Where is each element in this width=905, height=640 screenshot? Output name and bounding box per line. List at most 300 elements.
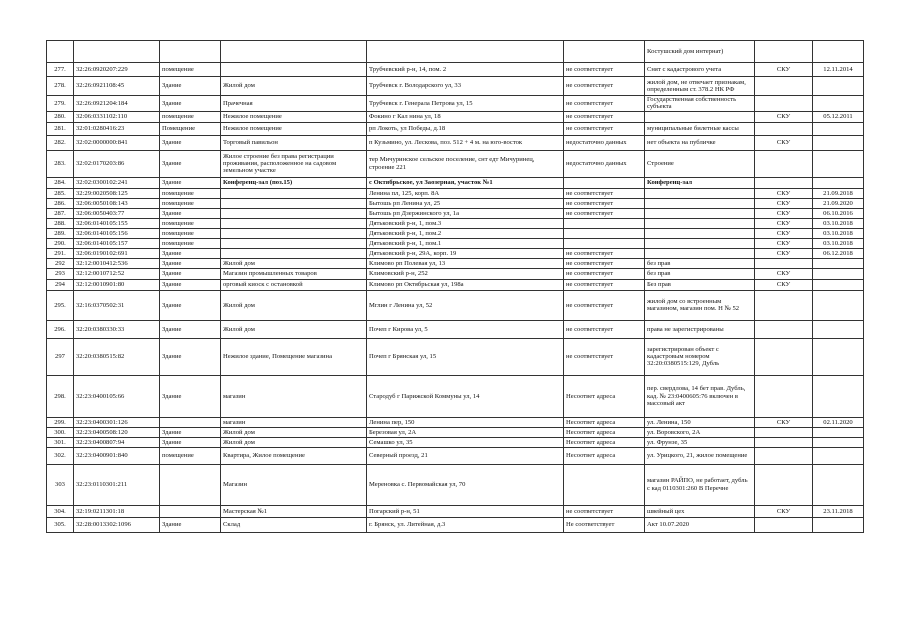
address-status: не соответствует <box>564 111 645 122</box>
sku-mark: СКУ <box>755 198 813 208</box>
object-note: зарегистрирован объект с кадастровым номером 32:20:0380515:129, Дубль <box>645 338 755 375</box>
sku-mark: СКУ <box>755 208 813 218</box>
record-date <box>813 517 864 532</box>
record-date <box>813 77 864 96</box>
table-row <box>47 437 864 447</box>
sku-mark <box>755 517 813 532</box>
sku-mark <box>755 122 813 135</box>
cadastral-number: 32:20:0380515:82 <box>74 338 160 375</box>
object-note <box>645 218 755 228</box>
object-type: помещение <box>160 111 221 122</box>
cadastral-number: 32:06:0140105:155 <box>74 218 160 228</box>
record-date: 03.10.2018 <box>813 228 864 238</box>
address-status: Несоответ адреса <box>564 427 645 437</box>
object-address: Климово рп Полевая ул, 13 <box>367 258 564 268</box>
table-row <box>47 417 864 427</box>
object-name: Квартира, Жилое помещение <box>221 447 367 464</box>
object-name: магазин <box>221 417 367 427</box>
object-type <box>160 505 221 517</box>
object-name: Нежилое помещение <box>221 111 367 122</box>
table-row <box>47 290 864 320</box>
table-row <box>47 517 864 532</box>
table-row <box>47 150 864 177</box>
cadastral-number: 32:12:0010712:52 <box>74 268 160 279</box>
address-status: не соответствует <box>564 320 645 338</box>
object-address: Трубчевск г. Володарского ул, 33 <box>367 77 564 96</box>
object-name <box>221 238 367 248</box>
record-date: 03.10.2018 <box>813 218 864 228</box>
cadastral-number: 32:12:0010412:536 <box>74 258 160 268</box>
table-row <box>47 218 864 228</box>
object-note: муниципальные билетные кассы <box>645 122 755 135</box>
object-note: Строение <box>645 150 755 177</box>
object-note: права не зарегистрированы <box>645 320 755 338</box>
row-number: 288. <box>47 218 74 228</box>
object-name <box>221 208 367 218</box>
address-status <box>564 238 645 248</box>
address-status: Несоответ адреса <box>564 437 645 447</box>
row-number: 287. <box>47 208 74 218</box>
object-name <box>221 41 367 63</box>
sku-mark <box>755 258 813 268</box>
object-type: Здание <box>160 177 221 188</box>
table-row <box>47 122 864 135</box>
cadastral-number: 32:23:0400105:66 <box>74 375 160 417</box>
object-name: Склад <box>221 517 367 532</box>
record-date: 23.11.2018 <box>813 505 864 517</box>
table-row <box>47 258 864 268</box>
record-date <box>813 447 864 464</box>
cadastral-number: 32:02:0300102:241 <box>74 177 160 188</box>
record-date: 06.12.2018 <box>813 248 864 258</box>
object-note: жилой дом со встроенным магазином, магазин пом. Н № 52 <box>645 290 755 320</box>
object-type: помещение <box>160 447 221 464</box>
row-number: 279. <box>47 96 74 112</box>
object-name: орговый киоск с остановкой <box>221 279 367 290</box>
address-status: недостаточно данных <box>564 150 645 177</box>
object-type <box>160 464 221 505</box>
record-date <box>813 41 864 63</box>
object-type: Здание <box>160 427 221 437</box>
cadastral-number: 32:26:0921108:45 <box>74 77 160 96</box>
table-row <box>47 320 864 338</box>
sku-mark <box>755 437 813 447</box>
record-date <box>813 268 864 279</box>
sku-mark: СКУ <box>755 135 813 150</box>
cadastral-number: 32:26:0920207:229 <box>74 63 160 77</box>
row-number: 290. <box>47 238 74 248</box>
row-number: 303 <box>47 464 74 505</box>
object-name <box>221 198 367 208</box>
row-number: 305. <box>47 517 74 532</box>
object-type: помещение <box>160 63 221 77</box>
table-row <box>47 63 864 77</box>
row-number: 289. <box>47 228 74 238</box>
cadastral-number: 32:23:0110301:211 <box>74 464 160 505</box>
cadastral-number: 32:06:0050403:77 <box>74 208 160 218</box>
address-status: не соответствует <box>564 268 645 279</box>
cadastral-number: 32:02:0000000:841 <box>74 135 160 150</box>
object-type: Здание <box>160 268 221 279</box>
record-date <box>813 177 864 188</box>
cadastral-number: 32:26:0921204:184 <box>74 96 160 112</box>
sku-mark <box>755 427 813 437</box>
record-date: 21.09.2018 <box>813 188 864 198</box>
address-status <box>564 228 645 238</box>
record-date <box>813 122 864 135</box>
cadastral-number: 32:28:0013302:1096 <box>74 517 160 532</box>
object-note: жилой дом, не отвечает признакам, определенным ст. 378.2 НК РФ <box>645 77 755 96</box>
address-status: Несоответ адреса <box>564 417 645 427</box>
object-address: Мереновка с. Первомайская ул, 70 <box>367 464 564 505</box>
cadastral-number: 32:20:0380330:33 <box>74 320 160 338</box>
object-note <box>645 208 755 218</box>
table-row <box>47 188 864 198</box>
address-status: не соответствует <box>564 198 645 208</box>
object-note: швейный цех <box>645 505 755 517</box>
record-date <box>813 135 864 150</box>
object-address: Березовая ул, 2А <box>367 427 564 437</box>
object-address: Трубчевск г. Генерала Петрова ул, 15 <box>367 96 564 112</box>
object-note: ул. Фрунзе, 35 <box>645 437 755 447</box>
object-note: без прав <box>645 258 755 268</box>
address-status: не соответствует <box>564 279 645 290</box>
object-address: Бытошь рп Дзержинского ул, 1а <box>367 208 564 218</box>
object-name: Торговый павильон <box>221 135 367 150</box>
sku-mark: СКУ <box>755 218 813 228</box>
address-status: не соответствует <box>564 96 645 112</box>
table-row <box>47 505 864 517</box>
object-address: Северный проезд, 21 <box>367 447 564 464</box>
sku-mark: СКУ <box>755 188 813 198</box>
address-status: Несоответ адреса <box>564 447 645 464</box>
row-number: 293 <box>47 268 74 279</box>
sku-mark <box>755 320 813 338</box>
object-note <box>645 198 755 208</box>
row-number: 299. <box>47 417 74 427</box>
object-name <box>221 218 367 228</box>
table-row <box>47 279 864 290</box>
address-status: не соответствует <box>564 338 645 375</box>
object-type: Здание <box>160 279 221 290</box>
record-date <box>813 375 864 417</box>
object-address: тер Мичуринское сельское поселение, снт едт Мичуринец, строение 221 <box>367 150 564 177</box>
object-name: Жилое строение без права регистрации проживания, расположенное на садовом земельном участке <box>221 150 367 177</box>
sku-mark: СКУ <box>755 238 813 248</box>
object-address: Дятьковский р-н, 1, пом.2 <box>367 228 564 238</box>
object-type: Здание <box>160 248 221 258</box>
row-number: 296. <box>47 320 74 338</box>
object-address: Ленина пл, 125, корп. 8А <box>367 188 564 198</box>
cadastral-number: 32:16:0370502:31 <box>74 290 160 320</box>
record-date <box>813 96 864 112</box>
sku-mark: СКУ <box>755 228 813 238</box>
cadastral-number: 32:23:0400301:126 <box>74 417 160 427</box>
object-address: Ленина пер, 150 <box>367 417 564 427</box>
object-note: ул. Ленина, 150 <box>645 417 755 427</box>
object-name: Нежилое здание, Помещение магазина <box>221 338 367 375</box>
cadastral-number: 32:06:0190102:691 <box>74 248 160 258</box>
record-date <box>813 464 864 505</box>
sku-mark: СКУ <box>755 268 813 279</box>
object-type: Здание <box>160 320 221 338</box>
object-note: Акт 10.07.2020 <box>645 517 755 532</box>
object-address: Семашко ул, 35 <box>367 437 564 447</box>
cadastral-number: 32:23:0400901:840 <box>74 447 160 464</box>
object-address: Стародуб г Парижской Коммуны ул, 14 <box>367 375 564 417</box>
address-status: Несоответ адреса <box>564 375 645 417</box>
object-type: Здание <box>160 150 221 177</box>
cadastral-number: 32:23:0400508:120 <box>74 427 160 437</box>
table-row <box>47 198 864 208</box>
row-number: 294 <box>47 279 74 290</box>
address-status: не соответствует <box>564 77 645 96</box>
address-status: не соответствует <box>564 290 645 320</box>
record-date: 03.10.2018 <box>813 238 864 248</box>
object-name: Нежилое помещение <box>221 122 367 135</box>
row-number: 301. <box>47 437 74 447</box>
object-note <box>645 228 755 238</box>
sku-mark: СКУ <box>755 63 813 77</box>
sku-mark: СКУ <box>755 279 813 290</box>
record-date <box>813 427 864 437</box>
address-status: не соответствует <box>564 122 645 135</box>
object-name <box>221 248 367 258</box>
object-type: помещение <box>160 228 221 238</box>
record-date: 05.12.2011 <box>813 111 864 122</box>
object-note <box>645 111 755 122</box>
cadastral-number: 32:12:0010901:80 <box>74 279 160 290</box>
table-row <box>47 238 864 248</box>
object-type: Здание <box>160 96 221 112</box>
object-address: Климовский р-н, 252 <box>367 268 564 279</box>
table-row <box>47 135 864 150</box>
object-type: Здание <box>160 208 221 218</box>
row-number: 298. <box>47 375 74 417</box>
object-address: Мглин г Ленина ул, 52 <box>367 290 564 320</box>
object-name: Магазин <box>221 464 367 505</box>
sku-mark <box>755 150 813 177</box>
record-date: 12.11.2014 <box>813 63 864 77</box>
table-row <box>47 447 864 464</box>
object-type: помещение <box>160 218 221 228</box>
object-name: Жилой дом <box>221 427 367 437</box>
row-number: 297 <box>47 338 74 375</box>
address-status: не соответствует <box>564 208 645 218</box>
row-number: 302. <box>47 447 74 464</box>
object-name: Прачечная <box>221 96 367 112</box>
object-name <box>221 188 367 198</box>
cadastral-number: 32:06:0050108:143 <box>74 198 160 208</box>
record-date <box>813 338 864 375</box>
object-note: нет объекта на публичке <box>645 135 755 150</box>
row-number: 291. <box>47 248 74 258</box>
object-address <box>367 41 564 63</box>
table-row <box>47 268 864 279</box>
sku-mark: СКУ <box>755 111 813 122</box>
sku-mark <box>755 290 813 320</box>
object-note <box>645 188 755 198</box>
object-type: Здание <box>160 290 221 320</box>
object-name: Мастерская №1 <box>221 505 367 517</box>
cadastral-number: 32:23:0400807:94 <box>74 437 160 447</box>
object-type: Здание <box>160 258 221 268</box>
sku-mark <box>755 77 813 96</box>
cadastral-number: 32:19:0211301:18 <box>74 505 160 517</box>
object-address: Дятьковский р-н, 1, пом.3 <box>367 218 564 228</box>
object-address: Почеп г Кирова ул, 5 <box>367 320 564 338</box>
object-name: Жилой дом <box>221 320 367 338</box>
object-note: ул. Воровского, 2А <box>645 427 755 437</box>
row-number: 286. <box>47 198 74 208</box>
object-name: Жилой дом <box>221 77 367 96</box>
object-address: Почеп г Брянская ул, 15 <box>367 338 564 375</box>
record-date <box>813 437 864 447</box>
row-number: 281. <box>47 122 74 135</box>
address-status: не соответствует <box>564 505 645 517</box>
address-status <box>564 464 645 505</box>
object-name <box>221 63 367 77</box>
record-date <box>813 150 864 177</box>
record-date <box>813 258 864 268</box>
sku-mark <box>755 447 813 464</box>
row-number: 283. <box>47 150 74 177</box>
address-status: Не соответствует <box>564 517 645 532</box>
sku-mark: СКУ <box>755 505 813 517</box>
object-note: Снят с кадастрового учета <box>645 63 755 77</box>
object-note: магазин РАЙПО, не работает, дубль с кад 0110301:260 В Перечне <box>645 464 755 505</box>
object-type: Здание <box>160 517 221 532</box>
cadastral-number: 32:02:0170203:86 <box>74 150 160 177</box>
row-number: 295. <box>47 290 74 320</box>
object-address: Трубчевский р-н, 14, пом. 2 <box>367 63 564 77</box>
object-address: г. Брянск, ул. Литейная, д.3 <box>367 517 564 532</box>
object-name: Жилой дом <box>221 258 367 268</box>
sku-mark <box>755 375 813 417</box>
object-type: Здание <box>160 437 221 447</box>
address-status <box>564 218 645 228</box>
table-row <box>47 338 864 375</box>
record-date <box>813 290 864 320</box>
row-number: 280. <box>47 111 74 122</box>
table-row <box>47 375 864 417</box>
object-note: Государственная собственность субъекта <box>645 96 755 112</box>
table-row <box>47 177 864 188</box>
object-note: Костушский дом интернат) <box>645 41 755 63</box>
row-number: 304. <box>47 505 74 517</box>
record-date <box>813 279 864 290</box>
object-type <box>160 417 221 427</box>
object-type: Здание <box>160 375 221 417</box>
table-row <box>47 427 864 437</box>
cadastral-number: 32:29:0020508:125 <box>74 188 160 198</box>
object-note: Конференц-зал <box>645 177 755 188</box>
table-row <box>47 96 864 112</box>
address-status <box>564 177 645 188</box>
object-name: Жилой дом <box>221 437 367 447</box>
row-number: 282. <box>47 135 74 150</box>
address-status: не соответствует <box>564 188 645 198</box>
row-number: 284. <box>47 177 74 188</box>
object-name: Жилой дом <box>221 290 367 320</box>
object-name: Магазин промышленных товаров <box>221 268 367 279</box>
object-address: Дятьковский р-н, 29А, корп. 19 <box>367 248 564 258</box>
address-status <box>564 41 645 63</box>
sku-mark <box>755 41 813 63</box>
record-date: 21.09.2020 <box>813 198 864 208</box>
object-name <box>221 228 367 238</box>
row-number: 300. <box>47 427 74 437</box>
sku-mark <box>755 177 813 188</box>
object-address: с Октябрьское, ул Заозерная, участок №1 <box>367 177 564 188</box>
row-number <box>47 41 74 63</box>
record-date: 06.10.2016 <box>813 208 864 218</box>
address-status: недостаточно данных <box>564 135 645 150</box>
property-register-table <box>46 40 864 533</box>
record-date: 02.11.2020 <box>813 417 864 427</box>
object-note <box>645 238 755 248</box>
object-address: Дятьковский р-н, 1, пом.1 <box>367 238 564 248</box>
object-address: п Кузьмино, ул. Лескова, поз. 512 + 4 м. на юго-восток <box>367 135 564 150</box>
object-type: Здание <box>160 77 221 96</box>
address-status: не соответствует <box>564 248 645 258</box>
object-address: Погарский р-н, 51 <box>367 505 564 517</box>
object-type <box>160 41 221 63</box>
cadastral-number <box>74 41 160 63</box>
address-status: не соответствует <box>564 258 645 268</box>
record-date <box>813 320 864 338</box>
sku-mark <box>755 338 813 375</box>
table-row <box>47 208 864 218</box>
row-number: 285. <box>47 188 74 198</box>
table-row <box>47 248 864 258</box>
table-row <box>47 77 864 96</box>
table-row <box>47 464 864 505</box>
object-type: Здание <box>160 135 221 150</box>
object-note: без прав <box>645 268 755 279</box>
sku-mark: СКУ <box>755 417 813 427</box>
object-note: пер. свердлова, 14 бет прав. Дубль, кад. № 23:0400605:76 включен в массовый акт <box>645 375 755 417</box>
sku-mark: СКУ <box>755 248 813 258</box>
sku-mark <box>755 464 813 505</box>
object-note: ул. Урицкого, 21, жилое помещение <box>645 447 755 464</box>
sku-mark <box>755 96 813 112</box>
table-row <box>47 111 864 122</box>
object-address: рп Локоть, ул Победы, д.18 <box>367 122 564 135</box>
cadastral-number: 32:06:0331102:110 <box>74 111 160 122</box>
object-address: Бытошь рп Ленина ул, 25 <box>367 198 564 208</box>
object-type: помещение <box>160 198 221 208</box>
object-note: Без прав <box>645 279 755 290</box>
table-row <box>47 41 864 63</box>
address-status: не соответствует <box>564 63 645 77</box>
object-note <box>645 248 755 258</box>
cadastral-number: 32:06:0140105:157 <box>74 238 160 248</box>
object-type: Помещение <box>160 122 221 135</box>
cadastral-number: 32:01:0280416:23 <box>74 122 160 135</box>
object-name: Конференц-зал (поз.15) <box>221 177 367 188</box>
object-address: Климово рп Октябрьская ул, 198а <box>367 279 564 290</box>
object-type: Здание <box>160 338 221 375</box>
cadastral-number: 32:06:0140105:156 <box>74 228 160 238</box>
row-number: 277. <box>47 63 74 77</box>
row-number: 278. <box>47 77 74 96</box>
object-type: помещение <box>160 238 221 248</box>
row-number: 292 <box>47 258 74 268</box>
table-row <box>47 228 864 238</box>
object-address: Фокино г Кал нина ул, 18 <box>367 111 564 122</box>
object-name: магазин <box>221 375 367 417</box>
